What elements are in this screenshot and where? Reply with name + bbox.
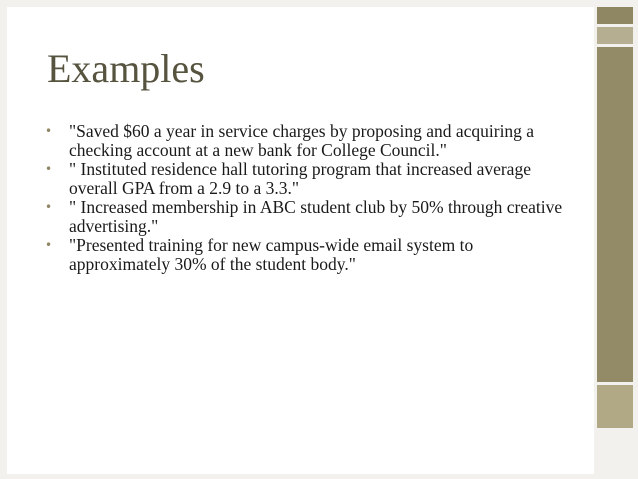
slide-canvas (7, 7, 594, 474)
bullet-text: " Increased membership in ABC student club by 50% through creative advertising." (69, 197, 563, 236)
bullet-list (41, 122, 571, 274)
bullet-item (41, 122, 571, 159)
bullet-icon: • (45, 162, 53, 176)
bullet-text: " Instituted residence hall tutoring program that increased average overall GPA from a 2.9 to a 3.3." (69, 159, 531, 198)
sidebar-block-bottom (597, 385, 633, 428)
decorative-sidebar (597, 7, 633, 474)
slide-title: Examples (47, 46, 205, 91)
bullet-icon: • (45, 238, 53, 252)
bullet-item (41, 198, 571, 235)
bullet-icon: • (45, 124, 53, 138)
bullet-text: "Saved $60 a year in service charges by proposing and acquiring a checking account at a new bank for College Council." (69, 121, 535, 160)
bullet-item (41, 160, 571, 197)
sidebar-block-main (597, 47, 633, 382)
bullet-text: "Presented training for new campus-wide email system to approximately 30% of the student body." (69, 235, 474, 274)
bullet-icon: • (45, 200, 53, 214)
sidebar-block-top (597, 7, 633, 24)
bullet-item (41, 236, 571, 273)
sidebar-block-light (597, 27, 633, 44)
